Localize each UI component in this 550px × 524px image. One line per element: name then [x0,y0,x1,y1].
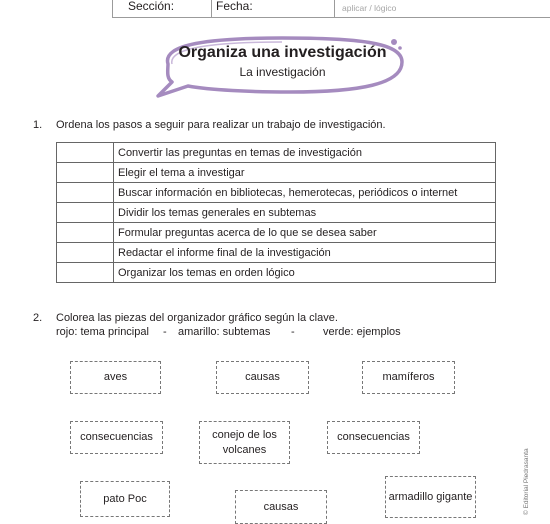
piece-mamiferos[interactable]: mamíferos [362,361,455,394]
piece-armadillo-gigante[interactable]: armadillo gigante [385,476,476,518]
table-row [57,183,496,203]
step-text: Formular preguntas acerca de lo que se desea saber [114,223,496,243]
order-cell[interactable] [57,183,114,203]
key-yellow: amarillo: subtemas [178,326,271,338]
table-row [57,223,496,243]
section-label: Sección: [128,0,175,13]
page-title: Organiza una investigación [178,44,387,61]
steps-table [56,142,496,283]
step-text: Convertir las preguntas en temas de investigación [114,143,496,163]
publisher-credit: © Editorial Piedrasanta [523,448,530,515]
key-separator: - [291,326,295,338]
piece-consecuencias[interactable]: consecuencias [327,421,420,454]
header-rule [112,17,550,18]
order-cell[interactable] [57,223,114,243]
step-text: Organizar los temas en orden lógico [114,263,496,283]
step-text: Dividir los temas generales en subtemas [114,203,496,223]
table-row [57,163,496,183]
order-cell[interactable] [57,203,114,223]
step-text: Buscar información en bibliotecas, hemerotecas, periódicos o internet [114,183,496,203]
table-row [57,203,496,223]
key-red: rojo: tema principal [56,326,149,338]
key-green: verde: ejemplos [323,326,401,338]
table-row [57,143,496,163]
header-divider [334,0,335,17]
piece-causas[interactable]: causas [216,361,309,394]
order-cell[interactable] [57,243,114,263]
step-text: Redactar el informe final de la investigación [114,243,496,263]
question-1-number: 1. [33,119,43,131]
piece-causas[interactable]: causas [235,490,327,524]
question-2-text: Colorea las piezas del organizador gráfico según la clave. [56,312,338,324]
skill-text: aplicar / lógico [342,3,397,13]
table-row [57,243,496,263]
question-1-text: Ordena los pasos a seguir para realizar un trabajo de investigación. [56,119,386,131]
page-subtitle: La investigación [239,65,326,79]
table-row [57,263,496,283]
order-cell[interactable] [57,263,114,283]
order-cell[interactable] [57,163,114,183]
piece-conejo-de-los-volcanes[interactable]: conejo de los volcanes [199,421,290,464]
header-divider [112,0,113,17]
piece-pato-poc[interactable]: pato Poc [80,481,170,517]
key-separator: - [163,326,167,338]
date-label: Fecha: [216,0,253,13]
piece-consecuencias[interactable]: consecuencias [70,421,163,454]
question-2-number: 2. [33,312,43,324]
header-divider [211,0,212,17]
piece-aves[interactable]: aves [70,361,161,394]
order-cell[interactable] [57,143,114,163]
step-text: Elegir el tema a investigar [114,163,496,183]
